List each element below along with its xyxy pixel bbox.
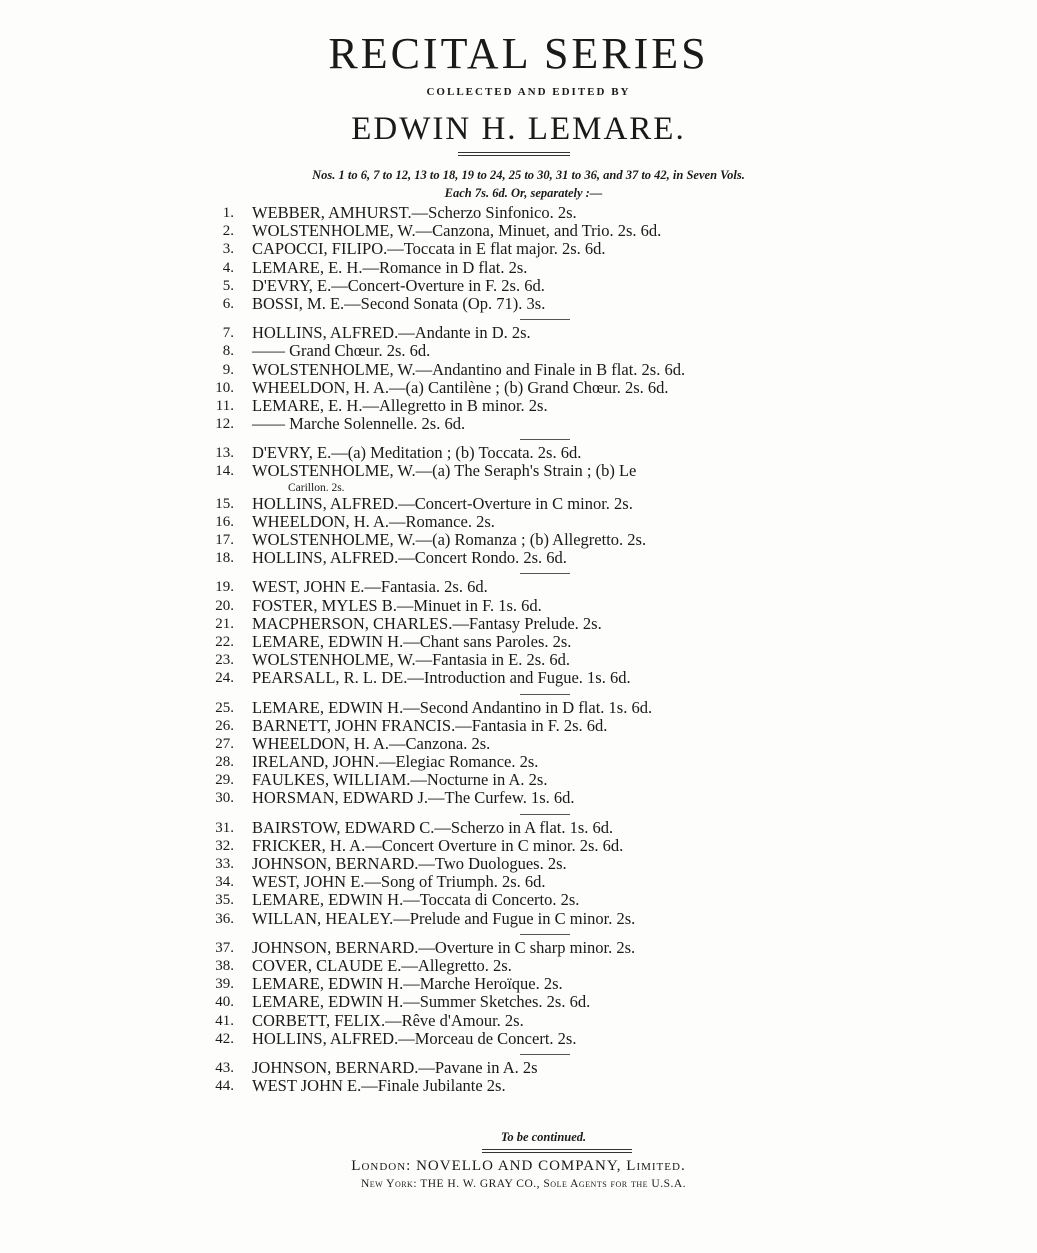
entry-text: D'EVRY, E.—Concert-Overture in F. 2s. 6d. [252,275,545,295]
entry-text: —— Marche Solennelle. 2s. 6d. [252,414,466,434]
entry-text: —— Grand Chœur. 2s. 6d. [252,341,431,361]
catalogue-entry [200,361,840,379]
entry-text: WOLSTENHOLME, W.—(a) The Seraph's Strain ; (b) Le [252,461,637,481]
entry-text: LEMARE, EDWIN H.—Chant sans Paroles. 2s. [252,631,572,651]
group-separator [520,319,570,320]
catalogue-entry [200,240,840,258]
catalogue-entry [200,1077,840,1095]
catalogue-group [200,699,840,808]
entry-text: LEMARE, E. H.—Allegretto in B minor. 2s. [252,395,548,415]
entry-text: BARNETT, JOHN FRANCIS.—Fantasia in F. 2s. 6d. [252,715,608,735]
continued-note: To be continued. [500,1130,587,1144]
entry-number: 18. [215,550,234,567]
entry-number: 21. [215,615,234,632]
entry-number: 11. [215,397,234,414]
entry-number: 33. [215,856,234,872]
entry-number: 28. [215,754,234,771]
catalogue-entry [200,735,840,753]
entry-text: HOLLINS, ALFRED.—Concert-Overture in C minor. 2s. [252,493,633,513]
catalogue-entry [200,379,840,397]
entry-text: WEBBER, AMHURST.—Scherzo Sinfonico. 2s. [252,203,577,222]
entry-text: WEST JOHN E.—Finale Jubilante 2s. [252,1076,506,1096]
entry-number: 22. [215,633,234,650]
entry-text: WOLSTENHOLME, W.—Fantasia in E. 2s. 6d. [252,650,571,670]
catalogue-entry [200,444,840,462]
catalogue-entry [200,891,840,909]
entry-text: LEMARE, EDWIN H.—Marche Heroïque. 2s. [252,974,563,994]
catalogue-entry [200,699,840,717]
header-rule-2 [458,155,570,156]
entry-text: LEMARE, EDWIN H.—Second Andantino in D flat. 1s. 6d. [252,697,653,717]
entry-text: WHEELDON, H. A.—Canzona. 2s. [252,733,491,753]
entry-number: 36. [215,910,234,927]
entry-number: 9. [222,361,234,378]
collected-by-subtitle: COLLECTED AND EDITED BY [426,86,631,98]
entry-number: 2. [222,223,234,240]
entry-text: HOLLINS, ALFRED.—Concert Rondo. 2s. 6d. [252,548,567,568]
catalogue-entry [200,397,840,415]
catalogue-entry [200,495,840,513]
catalogue-entry [200,342,840,360]
entry-text: WOLSTENHOLME, W.—Andantino and Finale in B flat. 2s. 6d. [252,359,686,379]
publisher-line: London: NOVELLO AND COMPANY, Limited. [351,1158,686,1174]
catalogue-entry [200,277,840,295]
group-separator [520,814,570,815]
entry-text: D'EVRY, E.—(a) Meditation ; (b) Toccata. 2s. 6d. [252,443,582,463]
entry-number: 6. [222,295,234,312]
entry-text: CAPOCCI, FILIPO.—Toccata in E flat major. 2s. 6d. [252,239,606,259]
catalogue-entry [200,513,840,531]
entry-text: WEST, JOHN E.—Fantasia. 2s. 6d. [252,577,488,597]
entry-text: WOLSTENHOLME, W.—(a) Romanza ; (b) Allegretto. 2s. [252,530,647,549]
editor-name: EDWIN H. LEMARE. [351,111,686,147]
catalogue-entry [200,939,840,957]
catalogue-entry [200,753,840,771]
catalogue-entry [200,531,840,549]
header-rule [458,152,570,153]
catalogue-list [200,204,840,1105]
entry-number: 25. [215,699,234,716]
entry-number: 31. [215,819,234,836]
entry-number: 42. [215,1030,234,1047]
catalogue-entry [200,957,840,975]
catalogue-entry [200,295,840,313]
entry-number: 8. [222,343,234,360]
entry-number: 14. [215,463,234,480]
entry-number: 41. [215,1012,234,1029]
catalogue-group [200,324,840,433]
group-separator [520,1054,570,1055]
catalogue-entry [200,1030,840,1048]
page-title: RECITAL SERIES [328,29,709,78]
catalogue-entry [200,771,840,789]
entry-text: LEMARE, E. H.—Romance in D flat. 2s. [252,257,528,277]
catalogue-group [200,1059,840,1095]
group-separator [520,934,570,935]
group-separator [520,573,570,574]
catalogue-entry [200,615,840,633]
entry-text: HOLLINS, ALFRED.—Andante in D. 2s. [252,323,531,343]
entry-continuation: Carillon. 2s. [288,481,345,494]
entry-number: 12. [215,416,234,433]
agents-line: New York: THE H. W. GRAY CO., Sole Agents for the U.S.A. [360,1178,687,1190]
entry-number: 17. [215,532,234,548]
entry-text: HORSMAN, EDWARD J.—The Curfew. 1s. 6d. [252,788,575,808]
entry-number: 24. [215,670,234,687]
entry-number: 38. [215,957,234,974]
catalogue-group [200,578,840,687]
group-separator [520,439,570,440]
catalogue-group [200,939,840,1048]
entry-number: 30. [215,790,234,807]
price-note: Each 7s. 6d. Or, separately :— [444,186,603,200]
catalogue-group [200,444,840,567]
footer-rule-2 [482,1152,632,1153]
footer-rule [482,1149,632,1150]
catalogue-entry [200,324,840,342]
catalogue-entry [200,789,840,807]
entry-number: 43. [215,1059,234,1076]
entry-number: 10. [215,379,234,396]
catalogue-entry [200,259,840,277]
entry-number: 39. [215,976,234,993]
entry-number: 3. [222,241,234,258]
entry-text: BAIRSTOW, EDWARD C.—Scherzo in A flat. 1s. 6d. [252,817,614,837]
catalogue-entry [200,633,840,651]
volumes-note: Nos. 1 to 6, 7 to 12, 13 to 18, 19 to 24, 25 to 30, 31 to 36, and 37 to 42, in Seven Vols. [312,168,745,182]
catalogue-entry [200,597,840,615]
entry-number: 23. [215,652,234,669]
catalogue-entry [200,204,840,222]
catalogue-entry [200,669,840,687]
entry-text: WHEELDON, H. A.—(a) Cantilène ; (b) Grand Chœur. 2s. 6d. [252,377,669,397]
entry-number: 16. [215,513,234,530]
catalogue-entry [200,873,840,891]
entry-number: 37. [215,939,234,956]
catalogue-entry [200,1012,840,1030]
entry-number: 44. [215,1078,234,1095]
catalogue-entry [200,993,840,1011]
entry-number: 7. [222,325,234,342]
entry-text: WILLAN, HEALEY.—Prelude and Fugue in C minor. 2s. [252,908,636,928]
group-separator [520,694,570,695]
entry-number: 15. [215,495,234,512]
entry-number: 1. [222,205,234,221]
catalogue-entry [200,578,840,596]
entry-number: 4. [222,259,234,276]
entry-text: MACPHERSON, CHARLES.—Fantasy Prelude. 2s. [252,613,602,633]
entry-number: 5. [222,277,234,294]
entry-number: 40. [215,994,234,1011]
entry-text: BOSSI, M. E.—Second Sonata (Op. 71). 3s. [252,293,546,313]
entry-text: CORBETT, FELIX.—Rêve d'Amour. 2s. [252,1010,524,1030]
entry-text: WHEELDON, H. A.—Romance. 2s. [252,511,495,531]
catalogue-entry [200,819,840,837]
entry-text: JOHNSON, BERNARD.—Pavane in A. 2s [252,1057,538,1077]
catalogue-entry [200,1059,840,1077]
catalogue-entry [200,549,840,567]
entry-text: WEST, JOHN E.—Song of Triumph. 2s. 6d. [252,872,546,892]
entry-text: JOHNSON, BERNARD.—Two Duologues. 2s. [252,854,567,873]
catalogue-group [200,819,840,928]
entry-number: 32. [215,837,234,854]
entry-number: 35. [215,892,234,909]
entry-number: 29. [215,772,234,789]
entry-number: 26. [215,717,234,734]
entry-number: 27. [215,735,234,752]
catalogue-entry [200,717,840,735]
entry-text: LEMARE, EDWIN H.—Summer Sketches. 2s. 6d. [252,992,591,1012]
entry-text: COVER, CLAUDE E.—Allegretto. 2s. [252,955,512,975]
entry-text: FRICKER, H. A.—Concert Overture in C minor. 2s. 6d. [252,835,624,855]
catalogue-entry [200,462,840,480]
entry-number: 20. [215,597,234,614]
entry-number: 19. [215,579,234,596]
catalogue-entry [200,415,840,433]
catalogue-group [200,204,840,313]
catalogue-entry [200,855,840,873]
catalogue-entry [200,910,840,928]
entry-text: FAULKES, WILLIAM.—Nocturne in A. 2s. [252,770,548,790]
catalogue-entry [200,975,840,993]
entry-text: FOSTER, MYLES B.—Minuet in F. 1s. 6d. [252,595,542,615]
entry-number: 34. [215,874,234,891]
entry-text: WOLSTENHOLME, W.—Canzona, Minuet, and Trio. 2s. 6d. [252,221,662,241]
catalogue-entry [200,651,840,669]
entry-text: LEMARE, EDWIN H.—Toccata di Concerto. 2s. [252,890,580,910]
catalogue-entry [200,837,840,855]
entry-text: JOHNSON, BERNARD.—Overture in C sharp minor. 2s. [252,937,636,957]
entry-text: PEARSALL, R. L. DE.—Introduction and Fugue. 1s. 6d. [252,668,631,688]
entry-text: HOLLINS, ALFRED.—Morceau de Concert. 2s. [252,1028,577,1048]
entry-number: 13. [215,445,234,462]
catalogue-entry [200,222,840,240]
entry-text: IRELAND, JOHN.—Elegiac Romance. 2s. [252,752,539,772]
